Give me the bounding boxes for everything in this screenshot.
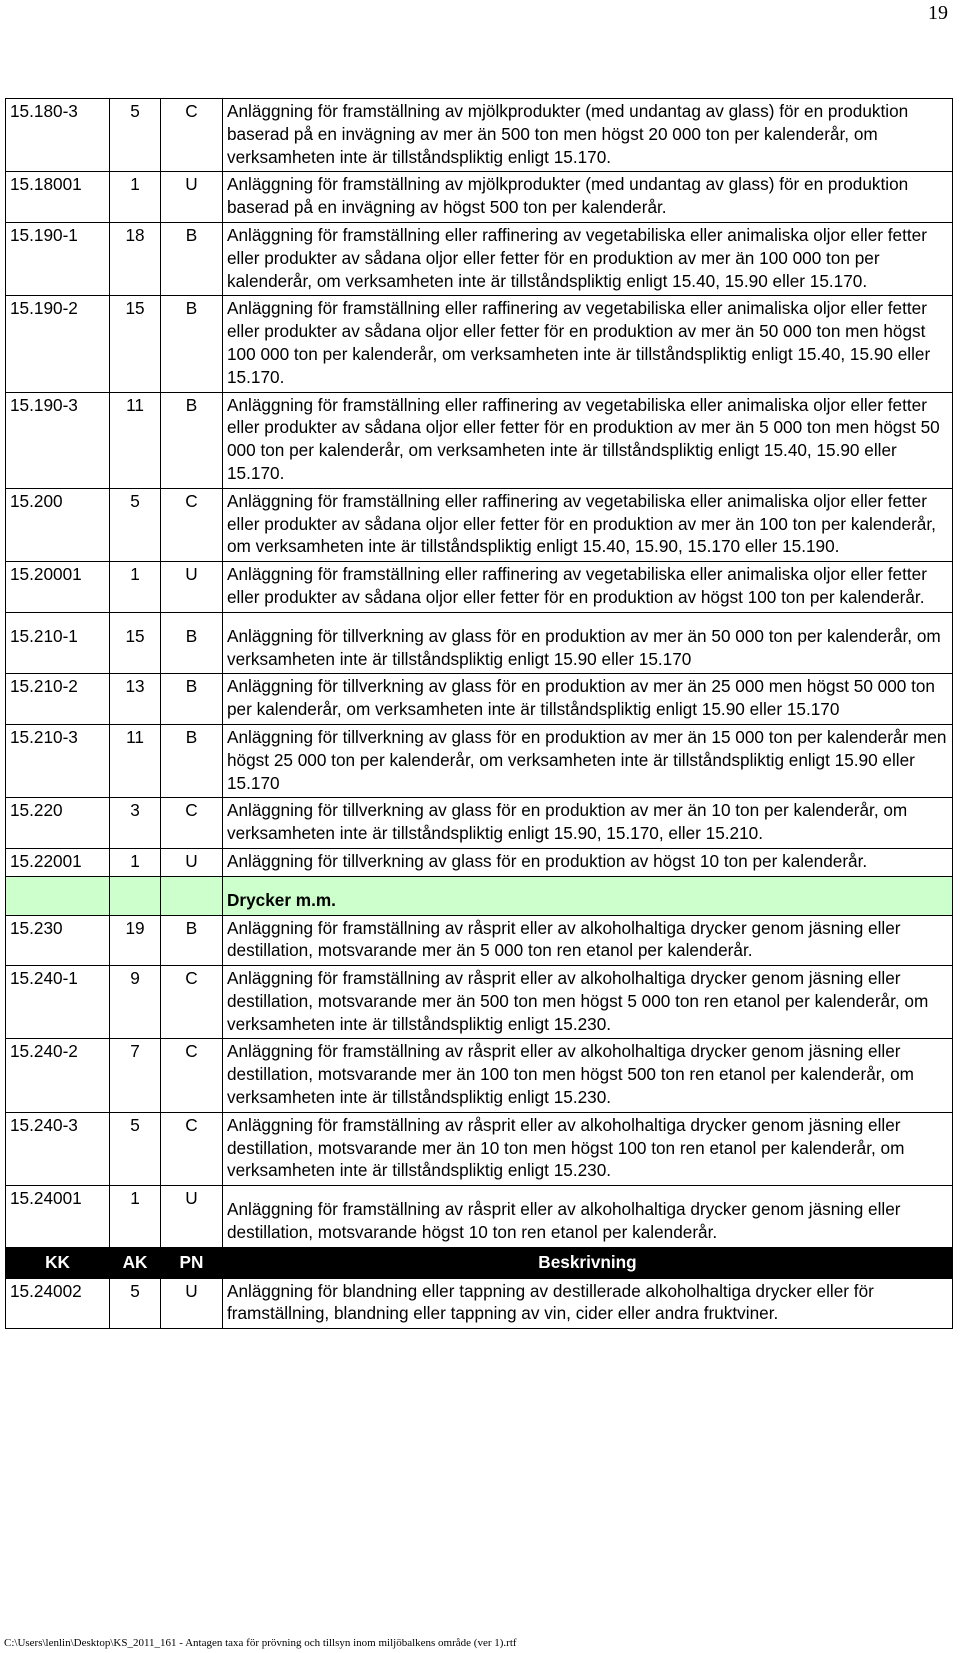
- description-cell: Anläggning för tillverkning av glass för en produktion av mer än 10 ton per kalenderår, om verksamheten inte är tillståndspliktig enligt 15.90, 15.170, eller 15.210.: [223, 798, 953, 849]
- kk-cell: 15.24002: [6, 1278, 110, 1329]
- table-row: [6, 724, 953, 797]
- ak-cell: 15: [110, 612, 161, 674]
- description-cell: Anläggning för framställning eller raffinering av vegetabiliska eller animaliska oljor eller fetter eller produkter av sådana oljor eller fetter för en produktion av högst 100 ton per kalenderår.: [223, 562, 953, 613]
- kk-cell: 15.240-1: [6, 966, 110, 1039]
- description-cell: Anläggning för framställning av mjölkprodukter (med undantag av glass) för en produktion baserad på en invägning av mer än 500 ton men högst 20 000 ton per kalenderår, om verksamheten inte är tillståndspliktig enligt 15.170.: [223, 99, 953, 172]
- ak-cell: 5: [110, 488, 161, 561]
- kk-cell: 15.210-3: [6, 724, 110, 797]
- ak-cell: 1: [110, 848, 161, 876]
- kk-cell: 15.18001: [6, 172, 110, 223]
- pn-cell: B: [161, 222, 223, 295]
- pn-cell: U: [161, 562, 223, 613]
- kk-cell: 15.200: [6, 488, 110, 561]
- ak-cell: 1: [110, 172, 161, 223]
- page-number: 19: [928, 2, 948, 24]
- ak-cell: 13: [110, 674, 161, 725]
- pn-cell: B: [161, 674, 223, 725]
- description-cell: Anläggning för framställning eller raffinering av vegetabiliska eller animaliska oljor eller fetter eller produkter av sådana oljor eller fetter för en produktion av mer än 50 000 ton men högst 100 000 ton per kalenderår, om verksamheten inte är tillståndspliktig enligt 15.40, 15.90 eller 15.170.: [223, 296, 953, 392]
- kk-cell: 15.22001: [6, 848, 110, 876]
- table-row: [6, 1186, 953, 1248]
- ak-cell: 11: [110, 392, 161, 488]
- description-cell: Anläggning för tillverkning av glass för en produktion av högst 10 ton per kalenderår.: [223, 848, 953, 876]
- table-row: [6, 915, 953, 966]
- table-row: [6, 222, 953, 295]
- pn-cell: B: [161, 915, 223, 966]
- description-cell: Anläggning för framställning eller raffinering av vegetabiliska eller animaliska oljor eller fetter eller produkter av sådana oljor eller fetter för en produktion av mer än 100 000 ton per kalenderår, om verksamheten inte är tillståndspliktig enligt 15.40, 15.90 eller 15.170.: [223, 222, 953, 295]
- description-cell: Anläggning för framställning av råsprit eller av alkoholhaltiga drycker genom jäsning eller destillation, motsvarande mer än 5 000 ton ren etanol per kalenderår.: [223, 915, 953, 966]
- section-empty-cell: [161, 876, 223, 915]
- taxa-table: [5, 98, 953, 1329]
- footer-file-path: C:\Users\lenlin\Desktop\KS_2011_161 - Antagen taxa för prövning och tillsyn inom miljöbalkens område (ver 1).rtf: [4, 1637, 517, 1649]
- ak-cell: 5: [110, 99, 161, 172]
- pn-cell: C: [161, 1112, 223, 1185]
- description-cell: Anläggning för framställning av mjölkprodukter (med undantag av glass) för en produktion baserad på en invägning av högst 500 ton per kalenderår.: [223, 172, 953, 223]
- description-cell: Anläggning för framställning av råsprit eller av alkoholhaltiga drycker genom jäsning eller destillation, motsvarande mer än 500 ton men högst 5 000 ton ren etanol per kalenderår, om verksamheten inte är tillståndspliktig enligt 15.230.: [223, 966, 953, 1039]
- pn-cell: B: [161, 724, 223, 797]
- section-empty-cell: [6, 876, 110, 915]
- description-cell: Anläggning för framställning eller raffinering av vegetabiliska eller animaliska oljor eller fetter eller produkter av sådana oljor eller fetter för en produktion av mer än 100 ton per kalenderår, om verksamheten inte är tillståndspliktig enligt 15.40, 15.90, 15.170 eller 15.190.: [223, 488, 953, 561]
- pn-cell: C: [161, 798, 223, 849]
- kk-cell: 15.20001: [6, 562, 110, 613]
- ak-cell: 11: [110, 724, 161, 797]
- pn-cell: U: [161, 1186, 223, 1248]
- table-row: [6, 1112, 953, 1185]
- table-row: [6, 798, 953, 849]
- kk-cell: 15.240-2: [6, 1039, 110, 1112]
- kk-cell: 15.240-3: [6, 1112, 110, 1185]
- section-empty-cell: [110, 876, 161, 915]
- description-cell: Anläggning för blandning eller tappning av destillerade alkoholhaltiga drycker eller för framställning, blandning eller tappning av vin, cider eller andra fruktviner.: [223, 1278, 953, 1329]
- description-cell: Anläggning för tillverkning av glass för en produktion av mer än 50 000 ton per kalenderår, om verksamheten inte är tillståndspliktig enligt 15.90 eller 15.170: [223, 612, 953, 674]
- kk-cell: 15.210-2: [6, 674, 110, 725]
- description-cell: Anläggning för framställning av råsprit eller av alkoholhaltiga drycker genom jäsning eller destillation, motsvarande mer än 10 ton men högst 100 ton ren etanol per kalenderår, om verksamheten inte är tillståndspliktig enligt 15.230.: [223, 1112, 953, 1185]
- table-row: [6, 392, 953, 488]
- pn-cell: C: [161, 1039, 223, 1112]
- pn-cell: U: [161, 1278, 223, 1329]
- kk-cell: 15.190-1: [6, 222, 110, 295]
- ak-cell: 3: [110, 798, 161, 849]
- table-row: [6, 562, 953, 613]
- description-cell: Anläggning för framställning av råsprit eller av alkoholhaltiga drycker genom jäsning eller destillation, motsvarande mer än 100 ton men högst 500 ton ren etanol per kalenderår, om verksamheten inte är tillståndspliktig enligt 15.230.: [223, 1039, 953, 1112]
- description-cell: Anläggning för tillverkning av glass för en produktion av mer än 25 000 men högst 50 000 ton per kalenderår, om verksamheten inte är tillståndspliktig enligt 15.90 eller 15.170: [223, 674, 953, 725]
- description-cell: Anläggning för framställning av råsprit eller av alkoholhaltiga drycker genom jäsning eller destillation, motsvarande högst 10 ton ren etanol per kalenderår.: [223, 1186, 953, 1248]
- ak-cell: 9: [110, 966, 161, 1039]
- pn-cell: C: [161, 966, 223, 1039]
- header-pn: PN: [161, 1247, 223, 1278]
- table-row: [6, 966, 953, 1039]
- header-ak: AK: [110, 1247, 161, 1278]
- section-title: Drycker m.m.: [223, 876, 953, 915]
- table-row: [6, 172, 953, 223]
- kk-cell: 15.24001: [6, 1186, 110, 1248]
- ak-cell: 15: [110, 296, 161, 392]
- table-row: [6, 674, 953, 725]
- ak-cell: 18: [110, 222, 161, 295]
- ak-cell: 5: [110, 1278, 161, 1329]
- pn-cell: U: [161, 172, 223, 223]
- header-description: Beskrivning: [223, 1247, 953, 1278]
- kk-cell: 15.210-1: [6, 612, 110, 674]
- kk-cell: 15.220: [6, 798, 110, 849]
- description-cell: Anläggning för framställning eller raffinering av vegetabiliska eller animaliska oljor eller fetter eller produkter av sådana oljor eller fetter för en produktion av mer än 5 000 ton men högst 50 000 ton per kalenderår, om verksamheten inte är tillståndspliktig enligt 15.40, 15.90 eller 15.170.: [223, 392, 953, 488]
- table-row: [6, 296, 953, 392]
- kk-cell: 15.190-2: [6, 296, 110, 392]
- ak-cell: 1: [110, 562, 161, 613]
- pn-cell: C: [161, 488, 223, 561]
- table-row: [6, 612, 953, 674]
- pn-cell: C: [161, 99, 223, 172]
- kk-cell: 15.180-3: [6, 99, 110, 172]
- kk-cell: 15.230: [6, 915, 110, 966]
- pn-cell: B: [161, 392, 223, 488]
- header-kk: KK: [6, 1247, 110, 1278]
- kk-cell: 15.190-3: [6, 392, 110, 488]
- pn-cell: B: [161, 296, 223, 392]
- pn-cell: U: [161, 848, 223, 876]
- table-header-row: [6, 1247, 953, 1278]
- table-row: [6, 848, 953, 876]
- section-row: [6, 876, 953, 915]
- ak-cell: 1: [110, 1186, 161, 1248]
- ak-cell: 7: [110, 1039, 161, 1112]
- ak-cell: 19: [110, 915, 161, 966]
- pn-cell: B: [161, 612, 223, 674]
- table-row: [6, 99, 953, 172]
- ak-cell: 5: [110, 1112, 161, 1185]
- table-row: [6, 1278, 953, 1329]
- table-row: [6, 488, 953, 561]
- table-row: [6, 1039, 953, 1112]
- description-cell: Anläggning för tillverkning av glass för en produktion av mer än 15 000 ton per kalenderår men högst 25 000 ton per kalenderår, om verksamheten inte är tillståndspliktig enligt 15.90 eller 15.170: [223, 724, 953, 797]
